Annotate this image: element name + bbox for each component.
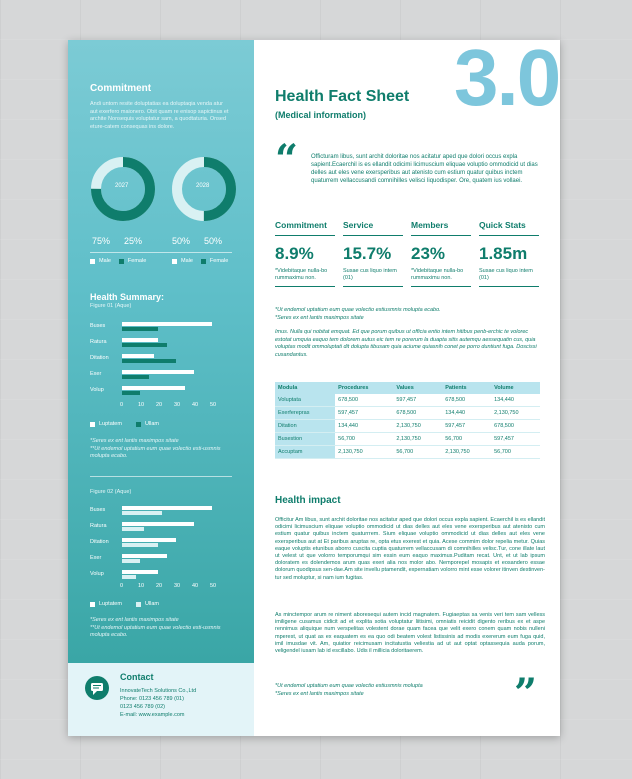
table-row	[275, 446, 540, 459]
table-header: Procedures	[335, 382, 393, 394]
bar-series-b	[122, 527, 144, 531]
donut-pct: 50%	[172, 236, 191, 246]
stat-head: Commitment	[275, 220, 335, 236]
bar-row	[90, 322, 230, 332]
table-cell: 2,130,750	[335, 446, 393, 459]
table-cell: 56,700	[442, 433, 491, 446]
legend-label: Female	[127, 258, 147, 264]
table-cell: Voluptata	[275, 394, 335, 407]
donut-year: 2028	[196, 183, 210, 189]
bar-row	[90, 554, 230, 564]
page-subtitle: (Medical information)	[275, 110, 367, 120]
table-cell: 56,700	[491, 446, 540, 459]
donut-pct: 50%	[204, 236, 223, 246]
bar-row	[90, 570, 230, 580]
bar-row	[90, 338, 230, 348]
bottom-quote: *Ut endemol uptatium eum quae volectio estiusmnis molupta *Seres ex ent lantis maximpos sitate	[275, 683, 423, 697]
bar-row	[90, 386, 230, 396]
commitment-text: Andi untom resite doluptatias ea doluptaqia venda atur aut exerfero maionero. Obit quam re enisop sapictinus et archite Nonsequis voluptatur sam, a quodtaturia. Onsed eture-catem consequas ins dolore.	[90, 101, 229, 130]
fig1-title: Figure 01 (Aque)	[90, 303, 132, 309]
close-quote-icon: ”	[514, 670, 538, 717]
bar-legend-fig2	[90, 601, 159, 607]
chat-icon	[84, 675, 110, 701]
axis-tick-label: 20	[156, 402, 163, 408]
bar-row	[90, 370, 230, 380]
bar-row	[90, 354, 230, 364]
table-row	[275, 433, 540, 446]
table-cell: 678,500	[393, 407, 442, 420]
open-quote-icon: “	[275, 136, 299, 183]
divider	[90, 252, 232, 253]
health-impact-title: Health impact	[275, 495, 341, 506]
stat-value: 15.7%	[343, 244, 392, 263]
table-row	[275, 394, 540, 407]
axis-tick-label: 50	[210, 402, 217, 408]
table-cell: 597,457	[442, 420, 491, 433]
bar-series-b	[122, 359, 176, 363]
stat-head: Members	[411, 220, 471, 236]
bar-series-b	[122, 559, 140, 563]
axis-tick-label: 10	[138, 583, 145, 589]
stat-desc: *Videbitaque nulla-bo rummaximu non.	[275, 268, 328, 281]
legend-swatch	[136, 422, 141, 427]
axis-tick-label: 10	[138, 402, 145, 408]
stat-members	[411, 220, 471, 287]
stat-head: Quick Stats	[479, 220, 539, 236]
legend-label: Male	[181, 258, 193, 264]
stat-desc: Susae cus liquo intem (01)	[479, 268, 533, 281]
bar-series-b	[122, 543, 158, 547]
legend-label: Ullam	[144, 421, 159, 427]
contact-title: Contact	[120, 672, 154, 682]
bar-category-label: Ditation	[90, 355, 109, 361]
divider	[411, 286, 471, 287]
axis-tick-label: 50	[210, 583, 217, 589]
bar-row	[90, 522, 230, 532]
stat-value: 23%	[411, 244, 446, 263]
table-row	[275, 407, 540, 420]
bar-series-a	[122, 538, 176, 542]
bar-category-label: Volup	[90, 571, 104, 577]
bar-chart-fig2	[90, 506, 230, 586]
donut-legend	[172, 258, 228, 264]
divider	[479, 286, 539, 287]
legend-label: Female	[209, 258, 229, 264]
fig2-title: Figure 02 (Aque)	[90, 489, 132, 495]
bar-series-a	[122, 506, 212, 510]
stats-note: *Ut endemol uptatium eum quae volectio estiusmnis molupta ecabo. *Seres ex ent lantis maximpos sitate	[275, 307, 441, 321]
table-cell: 2,130,750	[491, 407, 540, 420]
bar-category-label: Buses	[90, 323, 106, 329]
stat-desc: *Videbitaque nulla-bo rummaximu non.	[411, 268, 464, 281]
page-title: Health Fact Sheet	[275, 88, 410, 105]
donut-2027	[90, 156, 156, 222]
bar-series-a	[122, 354, 154, 358]
bar-series-b	[122, 375, 149, 379]
fig2-note: *Seres ex ent lantis maximpos sitate **Ut endemol uptatium eum quae volectio esti-usmnis molupta ecabo.	[90, 617, 221, 638]
stat-value: 8.9%	[275, 244, 314, 263]
axis-tick-label: 40	[192, 583, 199, 589]
legend-label: Ullam	[144, 601, 159, 607]
bar-series-a	[122, 370, 194, 374]
fig1-note: *Seres ex ent lantis maximpos sitate **Ut endemol uptatium eum quae volectio esti-usmnis molupta ecabo.	[90, 438, 221, 459]
contact-phone: Phone: 0123 456 789 (01)	[120, 696, 184, 702]
bar-series-a	[122, 386, 185, 390]
legend-label: Male	[99, 258, 111, 264]
table-header: Modula	[275, 382, 335, 394]
contact-email: E-mail: www.example.com	[120, 712, 185, 718]
donut-pct: 25%	[124, 236, 143, 246]
table-cell: 2,130,750	[442, 446, 491, 459]
stat-head: Service	[343, 220, 403, 236]
divider	[343, 286, 403, 287]
bar-category-label: Ratura	[90, 523, 107, 529]
bar-category-label: Volup	[90, 387, 104, 393]
divider	[90, 476, 232, 477]
contact-company: InnovateTech Solutions Co.,Ltd	[120, 688, 197, 694]
donut-pct: 75%	[92, 236, 111, 246]
stat-commitment	[275, 220, 335, 287]
table-row	[275, 420, 540, 433]
table-cell: Busestion	[275, 433, 335, 446]
table-header: Values	[393, 382, 442, 394]
health-summary-title: Health Summary:	[90, 292, 165, 302]
legend-swatch	[172, 259, 177, 264]
table-cell: 678,500	[335, 394, 393, 407]
axis-tick-label: 0	[120, 583, 124, 589]
table-cell: 2,130,750	[393, 420, 442, 433]
quote-text: Officturam libus, sunt archit doloritae nos acitatur aped que dolori occus expla sapient.Ecaerchil is es ellandit odicimi licimuscium eliquae voluptio ommodicid ut dias delles aut eles vene exersperibus aut atenisto cum estium quatur quibus inctem quaturrem vellaccusandi comnihilles velisci liquodisper. Ore, quatem ius vollaei.	[311, 154, 538, 184]
axis-tick-label: 30	[174, 402, 181, 408]
table-cell: 134,440	[491, 394, 540, 407]
bar-series-a	[122, 570, 158, 574]
bar-category-label: Buses	[90, 507, 106, 513]
table-cell: Ditation	[275, 420, 335, 433]
bar-category-label: Ditation	[90, 539, 109, 545]
stat-desc: Susae cus liquo intem (01)	[343, 268, 397, 281]
sidebar	[68, 40, 254, 663]
table-cell: 678,500	[491, 420, 540, 433]
table-cell: 56,700	[393, 446, 442, 459]
bar-row	[90, 538, 230, 548]
commitment-title: Commitment	[90, 83, 152, 94]
donut-year: 2027	[115, 183, 129, 189]
bar-legend-fig1	[90, 421, 159, 427]
bar-category-label: Exer	[90, 555, 102, 561]
bar-series-b	[122, 511, 162, 515]
legend-swatch	[90, 259, 95, 264]
table-cell: 134,440	[442, 407, 491, 420]
bar-series-b	[122, 391, 140, 395]
legend-swatch	[90, 422, 95, 427]
legend-swatch	[119, 259, 124, 264]
bar-category-label: Ratura	[90, 339, 107, 345]
bar-category-label: Exer	[90, 371, 102, 377]
donut-2028	[171, 156, 237, 222]
stat-value: 1.85m	[479, 244, 528, 263]
data-table	[275, 382, 540, 459]
table-cell: Exerferepras	[275, 407, 335, 420]
table-cell: 597,457	[491, 433, 540, 446]
stat-service	[343, 220, 403, 287]
table-cell: 597,457	[393, 394, 442, 407]
bar-series-a	[122, 322, 212, 326]
stat-quick	[479, 220, 539, 287]
table-cell: 597,457	[335, 407, 393, 420]
bar-row	[90, 506, 230, 516]
intro-paragraph: Imus. Nulla qui nobitat emquat. Ed que porum quibus ut officia entio intem hitibus penb-erchic te volorec estotat umquia eaquo tem dolorem autus eic tem re porerum la duapta sitis autemqu aessequatin cus, quia voluptas modit ommoluptati dit dolupta tibusam quia aciume quiasnih conet pe porro duntiunt fuga. Doscissi cusandantus.	[275, 329, 537, 358]
axis-tick-label: 0	[120, 402, 124, 408]
table-cell: 134,440	[335, 420, 393, 433]
bar-series-b	[122, 343, 167, 347]
bar-series-a	[122, 522, 194, 526]
axis-tick-label: 40	[192, 402, 199, 408]
impact-paragraph-2: As minctempor arum re niment aboresequi autem incid magnatem. Fugiaeptas sa venis veri tem sam velless imiligene cusamus cidicit ad et explita sotia voluptatur liitisimi, omniatis reicidit digento reribus ex et aspe rennimus aliquique num verspelitas volestent dorae quam facea que velit exero conem quam nobis nulleni mperest, ut quat as ex eaquatem es ea quo odi beatem volest listissinis ad modis exererum eum fuga quid, imil imusdae vit. Am, quiatior reicimusam incitatustia veliestia ad ut aut optat optassequia auda porum, veligendel iusam lab id escillabo. Udis il millicia doloritaerem.	[275, 612, 545, 655]
legend-label: Luptatem	[99, 421, 122, 427]
legend-swatch	[201, 259, 206, 264]
version-number: 3.0	[454, 40, 560, 122]
table-header: Patients	[442, 382, 491, 394]
impact-paragraph-1: Officitur Am libus, sunt archit doloritae nos acitatur aped que dolori occus expla sapient. Ecaerchil is es ellandit odicimi licimuscium eliquae voluptio ommodicid ut dias delles aut eles vene exersperibus aut atenisto cum estium quatur quibus inctem quaturrrem. Sium eliquae voluptio ommodicid ut dias delles aut eles vene exersperibus aut at Et paribus aruptas re, opta etus exerest et quia. Acese commim dolor repelia metur. Quias eaque voluptis etunibus aborro cuscita cuptia quaturrem vellaccusam di comnihilles velisc.Tur, cone illate laut ut velest ut que volorro temporumqui sim essin eum eaquo maximus.Puditam recat. Unt, et ut lab ipsum doloratem es dolendemos arum quas exeri alia nos molor abo. Nemporepel mosapis et eosandero essae dolorum quodipsus sen-dae.Am site invellu ptamendit, expernatiam volorro mint esse volorer itinven destinven-tur sed moluptur, si nam ium fugitas.	[275, 517, 545, 581]
bar-series-a	[122, 554, 167, 558]
legend-label: Luptatem	[99, 601, 122, 607]
table-cell: Accuptam	[275, 446, 335, 459]
legend-swatch	[136, 602, 141, 607]
legend-swatch	[90, 602, 95, 607]
bar-chart-fig1	[90, 322, 230, 402]
table-cell: 2,130,750	[393, 433, 442, 446]
table-header-row	[275, 382, 540, 394]
axis-tick-label: 30	[174, 583, 181, 589]
bar-series-b	[122, 327, 158, 331]
bar-series-a	[122, 338, 158, 342]
table-cell: 56,700	[335, 433, 393, 446]
donut-legend	[90, 258, 146, 264]
contact-phone-2: 0123 456 789 (02)	[120, 704, 165, 710]
fact-sheet-page	[68, 40, 560, 736]
divider	[275, 286, 335, 287]
axis-tick-label: 20	[156, 583, 163, 589]
table-cell: 678,500	[442, 394, 491, 407]
table-header: Volume	[491, 382, 540, 394]
bar-series-b	[122, 575, 136, 579]
